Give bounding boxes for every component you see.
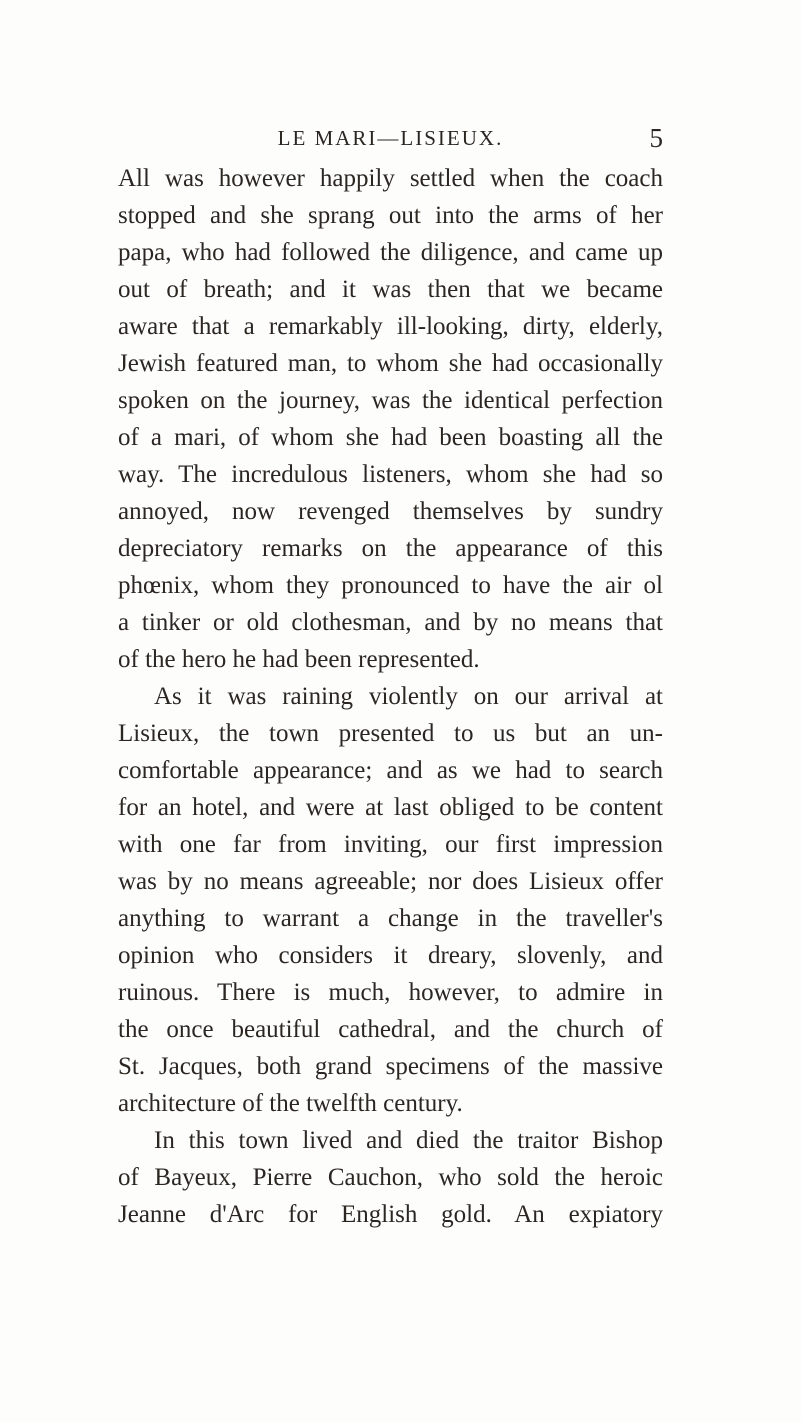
text-line: of a mari, of whom she had been boasting all the <box>118 424 663 451</box>
text-line: As it was raining violently on our arrival at <box>154 683 663 710</box>
text-line: stopped and she sprang out into the arms of her <box>118 202 663 229</box>
text-line: Jeanne d'Arc for English gold. An expiatory <box>118 1201 663 1228</box>
text-line: Lisieux, the town presented to us but an un- <box>118 720 663 747</box>
page-number: 5 <box>649 123 663 153</box>
text-line: anything to warrant a change in the traveller's <box>118 905 663 932</box>
text-line: the once beautiful cathedral, and the church of <box>118 1016 663 1043</box>
text-line: architecture of the twelfth century. <box>118 1090 463 1117</box>
text-line: opinion who considers it dreary, slovenly, and <box>118 942 663 969</box>
text-line: annoyed, now revenged themselves by sundry <box>118 498 663 525</box>
running-head <box>118 121 663 155</box>
text-line: papa, who had followed the diligence, and came up <box>118 239 663 266</box>
text-line: of Bayeux, Pierre Cauchon, who sold the heroic <box>118 1164 663 1191</box>
text-line: ruinous. There is much, however, to admire in <box>118 979 663 1006</box>
text-line: was by no means agreeable; nor does Lisieux offer <box>118 868 663 895</box>
text-line: All was however happily settled when the coach <box>118 165 663 192</box>
running-title: LE MARI—LISIEUX. <box>277 126 504 150</box>
text-line: for an hotel, and were at last obliged to be content <box>118 794 663 821</box>
text-line: aware that a remarkably ill-looking, dirty, elderly, <box>118 313 663 340</box>
body-text <box>118 160 663 1233</box>
text-line: spoken on the journey, was the identical perfection <box>118 387 663 414</box>
text-line: depreciatory remarks on the appearance of this <box>118 535 663 562</box>
text-line: St. Jacques, both grand specimens of the massive <box>118 1053 663 1080</box>
text-line: comfortable appearance; and as we had to search <box>118 757 663 784</box>
text-line: Jewish featured man, to whom she had occasionally <box>118 350 663 377</box>
text-line: phœnix, whom they pronounced to have the air ol <box>118 572 663 599</box>
text-line: out of breath; and it was then that we became <box>118 276 663 303</box>
text-line: a tinker or old clothesman, and by no means that <box>118 609 663 636</box>
text-line: In this town lived and died the traitor Bishop <box>154 1127 663 1154</box>
text-line: with one far from inviting, our first impression <box>118 831 663 858</box>
text-line: way. The incredulous listeners, whom she had so <box>118 461 663 488</box>
text-line: of the hero he had been represented. <box>118 646 480 673</box>
